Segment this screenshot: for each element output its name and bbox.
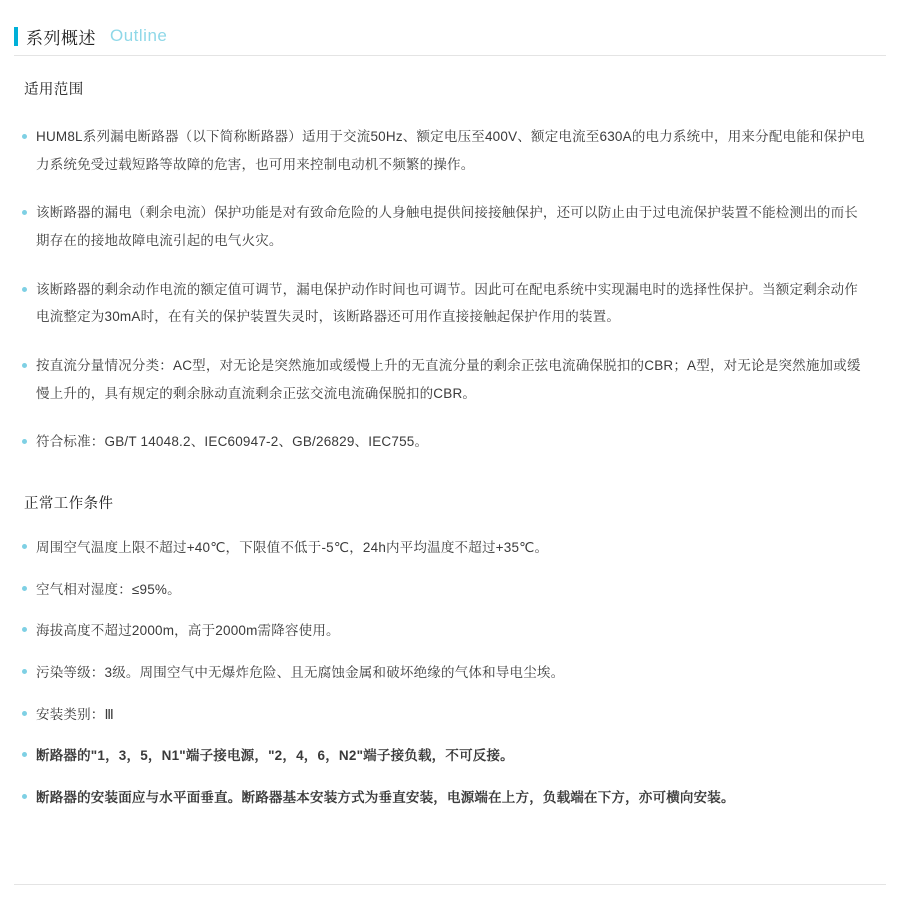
list-item: 污染等级：3级。周围空气中无爆炸危险、且无腐蚀金属和破坏绝缘的气体和导电尘埃。: [0, 660, 900, 686]
list-item: 符合标准：GB/T 14048.2、IEC60947-2、GB/26829、IEC755。: [0, 428, 900, 456]
list-item: 该断路器的漏电（剩余电流）保护功能是对有致命危险的人身触电提供间接接触保护，还可以防止由于过电流保护装置不能检测出的而长期存在的接地故障电流引起的电气火灾。: [0, 199, 900, 254]
section-conditions-title: 正常工作条件: [24, 496, 114, 513]
page-title: 系列概述: [26, 28, 96, 48]
list-item: 周围空气温度上限不超过+40℃，下限值不低于-5℃，24h内平均温度不超过+35℃。: [0, 535, 900, 561]
list-item: 断路器的安装面应与水平面垂直。断路器基本安装方式为垂直安装，电源端在上方，负载端在下方，亦可横向安装。: [0, 785, 900, 811]
list-item: 按直流分量情况分类：AC型，对无论是突然施加或缓慢上升的无直流分量的剩余正弦电流确保脱扣的CBR；A型，对无论是突然施加或缓慢上升的，具有规定的剩余脉动直流剩余正弦交流电流确保脱扣的CBR。: [0, 352, 900, 407]
page-title-english: Outline: [110, 26, 168, 45]
list-item: 该断路器的剩余动作电流的额定值可调节，漏电保护动作时间也可调节。因此可在配电系统中实现漏电时的选择性保护。当额定剩余动作电流整定为30mA时，在有关的保护装置失灵时，该断路器还可用作直接接触起保护作用的装置。: [0, 276, 900, 331]
list-item: 空气相对湿度：≤95%。: [0, 577, 900, 603]
list-item: 海拔高度不超过2000m，高于2000m需降容使用。: [0, 618, 900, 644]
section-conditions-list: [0, 535, 900, 810]
footer-divider: [14, 884, 886, 885]
list-item: HUM8L系列漏电断路器（以下简称断路器）适用于交流50Hz、额定电压至400V、额定电流至630A的电力系统中，用来分配电能和保护电力系统免受过载短路等故障的危害，也可用来控制电动机不频繁的操作。: [0, 123, 900, 178]
section-scope: [0, 56, 900, 456]
list-item: 断路器的"1，3，5，N1"端子接电源，"2，4，6，N2"端子接负载，不可反接。: [0, 743, 900, 769]
list-item: 安装类别：Ⅲ: [0, 702, 900, 728]
page-header: [0, 0, 900, 48]
section-scope-title: 适用范围: [24, 82, 84, 98]
accent-bar-icon: [14, 27, 18, 46]
section-scope-list: [0, 123, 900, 456]
section-operating-conditions: [0, 456, 900, 810]
